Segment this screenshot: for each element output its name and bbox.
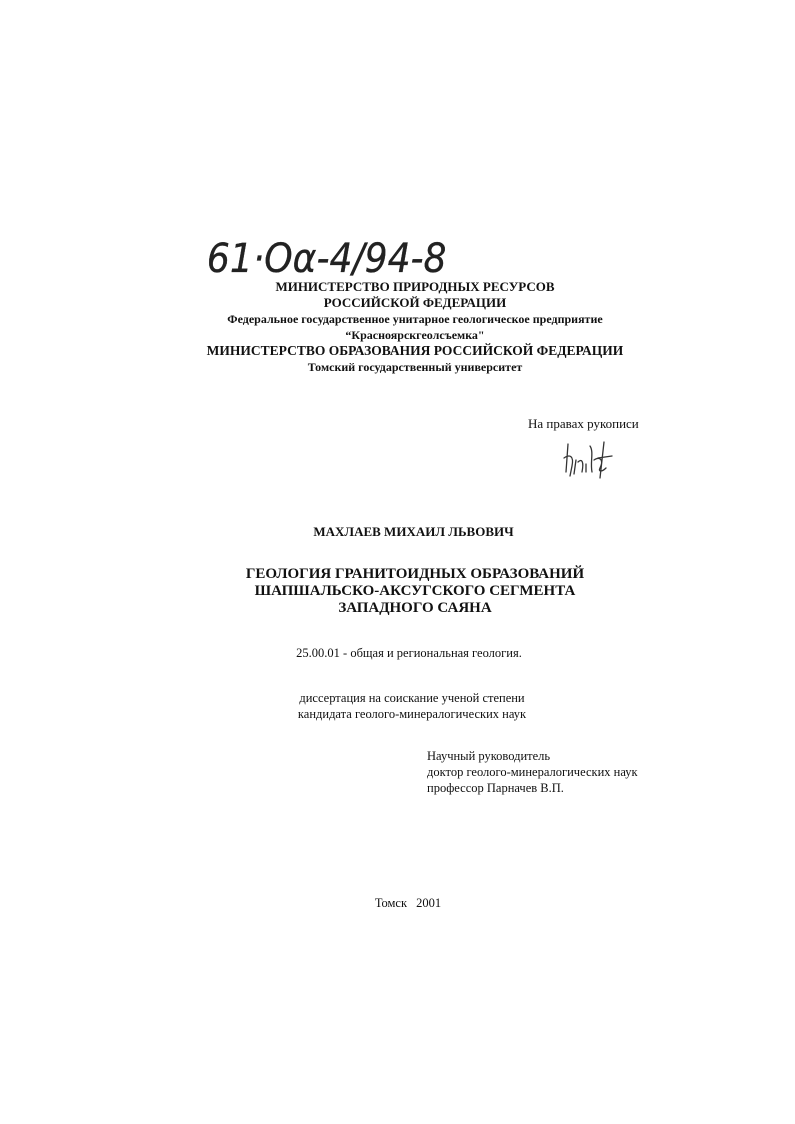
- ministry-education: МИНИСТЕРСТВО ОБРАЗОВАНИЯ РОССИЙСКОЙ ФЕДЕРАЦИИ: [206, 343, 624, 358]
- author-name: МАХЛАЕВ МИХАИЛ ЛЬВОВИЧ: [313, 524, 514, 539]
- handwritten-signature: [560, 438, 620, 482]
- specialty-code: 25.00.01 - общая и региональная геология.: [296, 646, 522, 660]
- manuscript-rights-note: На правах рукописи: [528, 416, 639, 431]
- thesis-title-line2: ШАПШАЛЬСКО-АКСУГСКОГО СЕГМЕНТА: [254, 583, 576, 599]
- degree-line1: диссертация на соискание ученой степени: [299, 691, 525, 705]
- enterprise-name-line1: Федеральное государственное унитарное геологическое предприятие: [227, 312, 603, 326]
- degree-line2: кандидата геолого-минералогических наук: [297, 707, 527, 721]
- handwritten-archive-code: [205, 228, 505, 280]
- ministry-natural-resources-line2: РОССИЙСКОЙ ФЕДЕРАЦИИ: [323, 295, 507, 310]
- degree-description: [0, 690, 795, 722]
- ministry-natural-resources-line1: МИНИСТЕРСТВО ПРИРОДНЫХ РЕСУРСОВ: [275, 279, 555, 294]
- supervisor-line3: профессор Парначев В.П.: [427, 781, 564, 795]
- enterprise-name-line2: “Красноярскгеолсъемка": [345, 328, 485, 342]
- handwritten-code-drawing: [205, 228, 505, 280]
- supervisor-line1: Научный руководитель: [427, 749, 551, 763]
- thesis-title-line1: ГЕОЛОГИЯ ГРАНИТОИДНЫХ ОБРАЗОВАНИЙ: [245, 566, 585, 582]
- city-year-footer: Томск 2001: [374, 896, 442, 910]
- supervisor-line2: доктор геолого-минералогических наук: [427, 765, 638, 779]
- scientific-supervisor: [427, 748, 638, 796]
- signature-drawing: [560, 438, 620, 482]
- university-name: Томский государственный университет: [307, 360, 523, 374]
- organizations-header: [0, 279, 795, 375]
- handwritten-code-text: 61·Oα-4/94-8: [206, 235, 447, 280]
- thesis-title-line3: ЗАПАДНОГО САЯНА: [338, 600, 492, 616]
- thesis-title: [0, 566, 795, 617]
